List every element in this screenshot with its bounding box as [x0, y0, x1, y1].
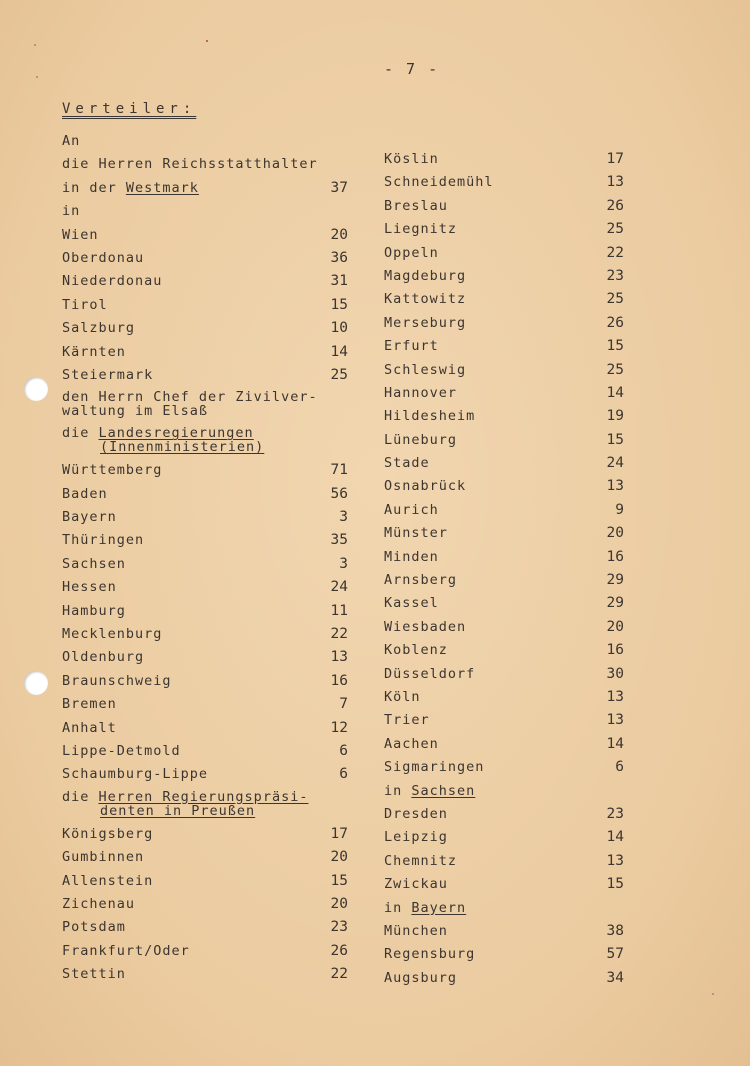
list-item-text: Baden: [62, 485, 108, 502]
list-item-text: Schaumburg-Lippe: [62, 766, 209, 783]
list-item-count: 25: [606, 291, 624, 308]
list-item-text: Oldenburg: [62, 649, 145, 666]
list-item-name: [384, 803, 448, 826]
list-item-name: [62, 317, 135, 340]
list-item: [62, 459, 348, 482]
list-item: [384, 920, 624, 943]
list-item-text: Lüneburg: [384, 431, 458, 448]
list-item: [62, 576, 348, 599]
list-item: [62, 423, 348, 459]
list-item-count: 13: [606, 478, 624, 495]
list-item: [384, 709, 624, 732]
list-item: [62, 364, 348, 387]
list-item: [384, 826, 624, 849]
list-item-text: Steiermark: [62, 366, 154, 383]
list-item-prefix: die: [62, 425, 99, 442]
list-item-count: 6: [339, 766, 348, 783]
list-item-count: 13: [606, 852, 624, 869]
list-item: [384, 803, 624, 826]
list-item: [384, 569, 624, 592]
list-item-name: [62, 600, 126, 623]
list-item-underlined: Westmark: [125, 179, 199, 196]
list-item-text: Gumbinnen: [62, 849, 145, 866]
list-item-name: [62, 693, 117, 716]
list-item-name: [384, 546, 439, 569]
list-item-text: Stettin: [62, 966, 126, 983]
list-item-line1: [62, 426, 264, 440]
list-item-text: Allenstein: [62, 872, 154, 889]
list-item-count: 29: [606, 572, 624, 589]
list-item-name: [384, 780, 475, 803]
list-item: [62, 506, 348, 529]
list-item-text: Augsburg: [384, 969, 458, 986]
list-item-count: 15: [606, 338, 624, 355]
list-item-name: [384, 242, 439, 265]
list-item: [62, 870, 348, 893]
list-item: [384, 943, 624, 966]
punch-hole-bottom: [24, 671, 48, 695]
list-item-name: [62, 270, 162, 293]
list-item-count: 13: [330, 649, 348, 666]
list-item-text: Stade: [384, 455, 430, 472]
list-item-name: [62, 893, 135, 916]
list-item-text: Sachsen: [62, 555, 126, 572]
list-item-name: [384, 639, 448, 662]
list-item: [62, 553, 348, 576]
list-item-name: [384, 709, 430, 732]
list-item-count: 17: [606, 151, 624, 167]
list-item: [384, 335, 624, 358]
list-item-text: Kärnten: [62, 343, 126, 360]
list-item-underlined: Landesregierungen: [98, 425, 254, 442]
list-item-underlined: Herren Regierungspräsi-: [98, 788, 309, 805]
list-item-text: Liegnitz: [384, 221, 458, 238]
list-item-count: 24: [606, 455, 624, 472]
list-item: [62, 247, 348, 270]
distribution-list-left: [62, 130, 348, 987]
list-item-count: 35: [330, 532, 348, 549]
list-item-name: [384, 475, 466, 498]
list-item: [384, 452, 624, 475]
list-item-name: [62, 247, 144, 270]
list-item: [62, 916, 348, 939]
list-item-name: [384, 686, 421, 709]
list-item: [62, 387, 348, 423]
list-item-name: [62, 506, 117, 529]
list-item: [62, 130, 348, 153]
list-item: [62, 740, 348, 763]
list-item-name: [384, 569, 457, 592]
page-heading: Verteiler:: [62, 101, 197, 117]
list-item-text: Magdeburg: [384, 267, 467, 284]
list-item-name: [62, 940, 190, 963]
list-item-underlined: Sachsen: [411, 782, 476, 799]
list-item-name: [384, 850, 457, 873]
list-item-name: [384, 522, 448, 545]
list-item-name: [384, 452, 430, 475]
list-item-name: [384, 382, 457, 405]
list-item-text: Hamburg: [62, 602, 126, 619]
list-item-count: 22: [330, 966, 348, 983]
list-item-text: An: [62, 133, 81, 149]
list-item-name: [62, 670, 172, 693]
list-item: [384, 405, 624, 428]
list-item: [384, 429, 624, 452]
list-item-underlined: Bayern: [411, 899, 467, 916]
list-item: [384, 639, 624, 662]
list-item: [384, 265, 624, 288]
list-item-name: [384, 733, 439, 756]
list-item-name: [384, 663, 475, 686]
list-item-text: Hildesheim: [384, 408, 476, 425]
list-item-name: [62, 364, 153, 387]
list-item: [384, 756, 624, 779]
list-item-text: Trier: [384, 712, 430, 729]
list-item: [384, 522, 624, 545]
list-item-text: in: [384, 899, 412, 916]
list-item: [384, 686, 624, 709]
list-item: [384, 171, 624, 194]
list-item: [384, 195, 624, 218]
list-item: [384, 312, 624, 335]
list-item-name: [62, 294, 108, 317]
paper-speck: [34, 44, 36, 46]
list-item-count: 17: [330, 825, 348, 842]
list-item-text: Salzburg: [62, 320, 136, 337]
list-item-name: [62, 459, 162, 482]
list-item-name: [62, 790, 308, 818]
list-item: [62, 670, 348, 693]
list-item: [62, 823, 348, 846]
list-item-text: Wiesbaden: [384, 618, 467, 635]
list-item-count: 38: [606, 922, 624, 939]
list-item-name: [384, 405, 475, 428]
list-item-count: 23: [606, 805, 624, 822]
list-item-name: [384, 499, 439, 522]
list-item-text: in der: [62, 179, 126, 196]
list-item: [384, 242, 624, 265]
list-item: [384, 616, 624, 639]
list-item: [384, 967, 624, 990]
list-item-count: 13: [606, 712, 624, 729]
list-item: [62, 693, 348, 716]
list-item: [62, 963, 348, 986]
list-item-text: Schleswig: [384, 361, 467, 378]
list-item-text: in: [384, 782, 412, 799]
list-item: [62, 940, 348, 963]
list-item-text: Frankfurt/Oder: [62, 942, 190, 959]
list-item-count: 25: [330, 366, 348, 383]
list-item: [384, 850, 624, 873]
list-item-count: 20: [606, 525, 624, 542]
list-item-count: 37: [330, 179, 348, 196]
list-item-count: 23: [330, 919, 348, 936]
list-item-line2: (Innenministerien): [100, 439, 265, 456]
list-item-text: Anhalt: [62, 719, 117, 736]
list-item-text: München: [384, 922, 448, 939]
list-item-name: [62, 717, 117, 740]
list-item: [62, 600, 348, 623]
list-item-count: 15: [330, 872, 348, 889]
list-item: [62, 717, 348, 740]
list-item-name: [62, 153, 318, 176]
list-item-count: 29: [606, 595, 624, 612]
list-item-name: [384, 616, 466, 639]
list-item-text: Regensburg: [384, 946, 476, 963]
list-item-text: Kassel: [384, 595, 439, 612]
list-item-text: Köslin: [384, 151, 439, 167]
list-item-count: 23: [606, 267, 624, 284]
list-item-count: 12: [330, 719, 348, 736]
list-item-count: 10: [330, 320, 348, 337]
list-item-prefix: die: [62, 788, 99, 805]
list-item-text: Potsdam: [62, 919, 126, 936]
list-item-count: 57: [606, 946, 624, 963]
list-item-count: 19: [606, 408, 624, 425]
list-item-name: [62, 740, 181, 763]
list-item-count: 9: [615, 501, 624, 518]
list-item-text: Dresden: [384, 805, 448, 822]
list-item-name: [62, 529, 144, 552]
list-item-count: 26: [606, 314, 624, 331]
list-item: [62, 646, 348, 669]
list-item-name: [384, 920, 448, 943]
list-item-name: [384, 592, 439, 615]
list-item-text: Leipzig: [384, 829, 448, 846]
list-item: [62, 846, 348, 869]
list-item-text: in: [62, 203, 81, 220]
list-item-name: [62, 763, 208, 786]
list-item-name: [384, 218, 457, 241]
list-item-line2: waltung im Elsaß: [62, 403, 209, 420]
list-item-name: [62, 846, 144, 869]
list-item-name: [384, 171, 494, 194]
list-item-name: [62, 553, 126, 576]
distribution-list-right: [384, 148, 624, 990]
paper-speck: [36, 76, 38, 78]
list-item-count: 16: [606, 548, 624, 565]
list-item-text: Bremen: [62, 696, 117, 713]
paper-speck: [712, 993, 714, 995]
list-item-line1: den Herrn Chef der Zivilver-: [62, 389, 318, 406]
list-item-count: 3: [339, 555, 348, 572]
list-item-count: 13: [606, 174, 624, 191]
list-item-count: 20: [330, 226, 348, 243]
list-item: [384, 499, 624, 522]
list-item-text: Koblenz: [384, 642, 448, 659]
list-item-text: Königsberg: [62, 825, 154, 842]
list-item-name: [384, 335, 439, 358]
list-item-count: 26: [330, 942, 348, 959]
list-item-name: [62, 823, 153, 846]
list-item-count: 36: [330, 249, 348, 266]
punch-hole-top: [24, 377, 48, 401]
list-item-count: 3: [339, 509, 348, 526]
list-item-text: Aachen: [384, 735, 439, 752]
page-number: - 7 -: [384, 60, 440, 78]
list-item: [62, 200, 348, 223]
list-item-text: Thüringen: [62, 532, 145, 549]
list-item-name: [62, 341, 126, 364]
list-item-count: 20: [606, 618, 624, 635]
list-item-count: 16: [606, 642, 624, 659]
list-item-count: 22: [606, 244, 624, 261]
list-item-line2: denten in Preußen: [100, 802, 256, 819]
list-item-name: [384, 429, 457, 452]
list-item: [384, 780, 624, 803]
list-item-name: [384, 967, 457, 990]
list-item: [384, 897, 624, 920]
list-item-name: [62, 916, 126, 939]
list-item-count: 31: [330, 273, 348, 290]
list-item-text: Kattowitz: [384, 291, 467, 308]
list-item: [384, 475, 624, 498]
list-item: [384, 546, 624, 569]
list-item: [62, 224, 348, 247]
paper-speck: [206, 40, 208, 42]
list-item: [62, 763, 348, 786]
list-item: [384, 382, 624, 405]
list-item-text: Merseburg: [384, 314, 467, 331]
list-item-name: [384, 873, 448, 896]
list-item-text: Lippe-Detmold: [62, 742, 181, 759]
list-item-text: Erfurt: [384, 338, 439, 355]
list-item: [62, 893, 348, 916]
list-item: [384, 873, 624, 896]
list-item: [62, 787, 348, 823]
list-item-count: 6: [615, 759, 624, 776]
list-item-count: 20: [330, 849, 348, 866]
list-item-count: 15: [330, 296, 348, 313]
list-item-name: [62, 963, 126, 986]
list-item-count: 20: [330, 895, 348, 912]
list-item-name: [384, 943, 475, 966]
list-item-name: [384, 756, 484, 779]
list-item-text: Oberdonau: [62, 249, 145, 266]
list-item-name: [384, 897, 466, 920]
list-item: [62, 483, 348, 506]
list-item-name: [62, 576, 117, 599]
list-item-count: 24: [330, 579, 348, 596]
list-item-text: Bayern: [62, 509, 117, 526]
list-item-count: 26: [606, 197, 624, 214]
list-item-count: 16: [330, 672, 348, 689]
list-item: [62, 177, 348, 200]
list-item: [384, 359, 624, 382]
list-item-count: 56: [330, 485, 348, 502]
list-item-count: 7: [339, 696, 348, 713]
list-item-text: die Herren Reichsstatthalter: [62, 156, 318, 173]
list-item-count: 30: [606, 665, 624, 682]
list-item-count: 6: [339, 742, 348, 759]
list-item-count: 22: [330, 626, 348, 643]
list-item-text: Osnabrück: [384, 478, 467, 495]
list-item-count: 25: [606, 221, 624, 238]
list-item: [62, 317, 348, 340]
list-item-name: [384, 288, 466, 311]
list-item-count: 14: [606, 735, 624, 752]
list-item-text: Zichenau: [62, 895, 136, 912]
list-item-text: Oppeln: [384, 244, 439, 261]
list-item-count: 34: [606, 969, 624, 986]
list-item: [62, 153, 348, 176]
list-item-text: Chemnitz: [384, 852, 458, 869]
list-item-text: Württemberg: [62, 462, 163, 479]
list-item-count: 15: [606, 876, 624, 893]
list-item-text: Schneidemühl: [384, 174, 494, 191]
list-item-text: Aurich: [384, 501, 439, 518]
list-item-count: 14: [606, 384, 624, 401]
list-item-text: Breslau: [384, 197, 448, 214]
list-item: [384, 592, 624, 615]
list-item: [62, 623, 348, 646]
list-item: [384, 218, 624, 241]
list-item-name: [62, 870, 153, 893]
list-item: [384, 148, 624, 171]
list-item-text: Tirol: [62, 296, 108, 313]
list-item: [384, 663, 624, 686]
list-item-line1: [62, 790, 308, 804]
list-item-count: 15: [606, 431, 624, 448]
list-item-name: [62, 224, 99, 247]
list-item-name: [62, 426, 264, 454]
list-item-count: 25: [606, 361, 624, 378]
list-item-text: Sigmaringen: [384, 759, 485, 776]
list-item-count: 13: [606, 688, 624, 705]
list-item: [384, 733, 624, 756]
list-item-text: Minden: [384, 548, 439, 565]
list-item-name: [384, 312, 466, 335]
list-item-text: Köln: [384, 688, 421, 705]
list-item: [62, 529, 348, 552]
list-item-count: 11: [330, 602, 348, 619]
list-item-name: [384, 359, 466, 382]
list-item-count: 71: [330, 462, 348, 479]
list-item-text: Braunschweig: [62, 672, 172, 689]
list-item-name: [384, 148, 439, 171]
list-item-name: [384, 826, 448, 849]
list-item-name: [62, 177, 199, 200]
list-item-text: Niederdonau: [62, 273, 163, 290]
list-item: [62, 294, 348, 317]
list-item-name: [62, 646, 144, 669]
list-item-text: Zwickau: [384, 876, 448, 893]
list-item-name: [384, 265, 466, 288]
list-item-name: [384, 195, 448, 218]
list-item-name: [62, 623, 162, 646]
list-item-name: [62, 130, 80, 153]
list-item-name: [62, 390, 318, 418]
list-item-name: [62, 200, 80, 223]
list-item-text: Arnsberg: [384, 572, 458, 589]
list-item-name: [62, 483, 108, 506]
list-item-count: 14: [330, 343, 348, 360]
list-item-text: Münster: [384, 525, 448, 542]
list-item-text: Hessen: [62, 579, 117, 596]
list-item: [62, 341, 348, 364]
list-item: [62, 270, 348, 293]
list-item-text: Düsseldorf: [384, 665, 476, 682]
list-item-text: Wien: [62, 226, 99, 243]
list-item: [384, 288, 624, 311]
list-item-text: Mecklenburg: [62, 626, 163, 643]
list-item-count: 14: [606, 829, 624, 846]
list-item-text: Hannover: [384, 384, 458, 401]
